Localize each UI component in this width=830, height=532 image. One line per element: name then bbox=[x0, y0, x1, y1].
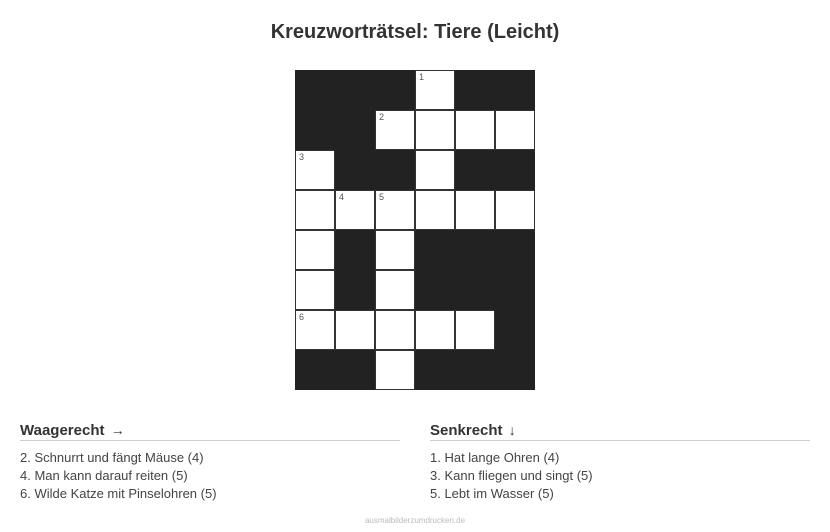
answer-cell[interactable] bbox=[295, 270, 335, 310]
answer-cell[interactable] bbox=[295, 310, 335, 350]
across-clues bbox=[20, 422, 400, 503]
answer-cell[interactable] bbox=[295, 190, 335, 230]
block-cell bbox=[375, 150, 415, 190]
block-cell bbox=[375, 70, 415, 110]
answer-cell[interactable] bbox=[455, 110, 495, 150]
clue-number: 3 bbox=[299, 152, 305, 162]
clue-number: 2 bbox=[379, 112, 385, 122]
block-cell bbox=[415, 350, 455, 390]
block-cell bbox=[295, 70, 335, 110]
block-cell bbox=[415, 270, 455, 310]
answer-cell[interactable] bbox=[375, 190, 415, 230]
page-title: Kreuzworträtsel: Tiere (Leicht) bbox=[270, 21, 560, 43]
down-clue: 1. Hat lange Ohren (4) bbox=[430, 450, 560, 465]
block-cell bbox=[335, 350, 375, 390]
across-clue: 6. Wilde Katze mit Pinselohren (5) bbox=[20, 486, 217, 501]
block-cell bbox=[495, 70, 535, 110]
block-cell bbox=[415, 230, 455, 270]
block-cell bbox=[455, 230, 495, 270]
block-cell bbox=[335, 270, 375, 310]
answer-cell[interactable] bbox=[495, 190, 535, 230]
answer-cell[interactable] bbox=[415, 70, 455, 110]
block-cell bbox=[295, 350, 335, 390]
down-heading-label: Senkrecht bbox=[430, 422, 503, 439]
answer-cell[interactable] bbox=[415, 190, 455, 230]
clue-number: 1 bbox=[419, 72, 425, 82]
answer-cell[interactable] bbox=[295, 230, 335, 270]
block-cell bbox=[455, 70, 495, 110]
answer-cell[interactable] bbox=[415, 110, 455, 150]
clue-number: 4 bbox=[339, 192, 345, 202]
answer-cell[interactable] bbox=[335, 190, 375, 230]
block-cell bbox=[295, 110, 335, 150]
answer-cell[interactable] bbox=[495, 110, 535, 150]
down-heading bbox=[430, 422, 810, 441]
clue-number: 5 bbox=[379, 192, 385, 202]
down-clue: 5. Lebt im Wasser (5) bbox=[430, 486, 554, 501]
block-cell bbox=[335, 230, 375, 270]
down-clues bbox=[430, 422, 810, 503]
across-heading-label: Waagerecht bbox=[20, 422, 105, 439]
answer-cell[interactable] bbox=[295, 150, 335, 190]
block-cell bbox=[495, 270, 535, 310]
answer-cell[interactable] bbox=[415, 150, 455, 190]
across-clue: 2. Schnurrt und fängt Mäuse (4) bbox=[20, 450, 204, 465]
block-cell bbox=[495, 150, 535, 190]
answer-cell[interactable] bbox=[375, 230, 415, 270]
answer-cell[interactable] bbox=[375, 310, 415, 350]
block-cell bbox=[455, 150, 495, 190]
block-cell bbox=[335, 70, 375, 110]
answer-cell[interactable] bbox=[455, 190, 495, 230]
clue-number: 6 bbox=[299, 312, 305, 322]
answer-cell[interactable] bbox=[335, 310, 375, 350]
block-cell bbox=[455, 350, 495, 390]
answer-cell[interactable] bbox=[455, 310, 495, 350]
block-cell bbox=[335, 110, 375, 150]
block-cell bbox=[455, 270, 495, 310]
block-cell bbox=[495, 350, 535, 390]
block-cell bbox=[335, 150, 375, 190]
down-arrow-icon: ↓ bbox=[508, 422, 516, 438]
across-heading bbox=[20, 422, 400, 441]
down-clue: 3. Kann fliegen und singt (5) bbox=[430, 468, 593, 483]
block-cell bbox=[495, 230, 535, 270]
across-clue: 4. Man kann darauf reiten (5) bbox=[20, 468, 188, 483]
answer-cell[interactable] bbox=[375, 110, 415, 150]
right-arrow-icon: → bbox=[110, 422, 125, 438]
answer-cell[interactable] bbox=[415, 310, 455, 350]
block-cell bbox=[495, 310, 535, 350]
crossword-grid bbox=[295, 70, 535, 390]
footer-credit: ausmalbilderzumdrucken.de bbox=[364, 516, 466, 525]
answer-cell[interactable] bbox=[375, 270, 415, 310]
answer-cell[interactable] bbox=[375, 350, 415, 390]
